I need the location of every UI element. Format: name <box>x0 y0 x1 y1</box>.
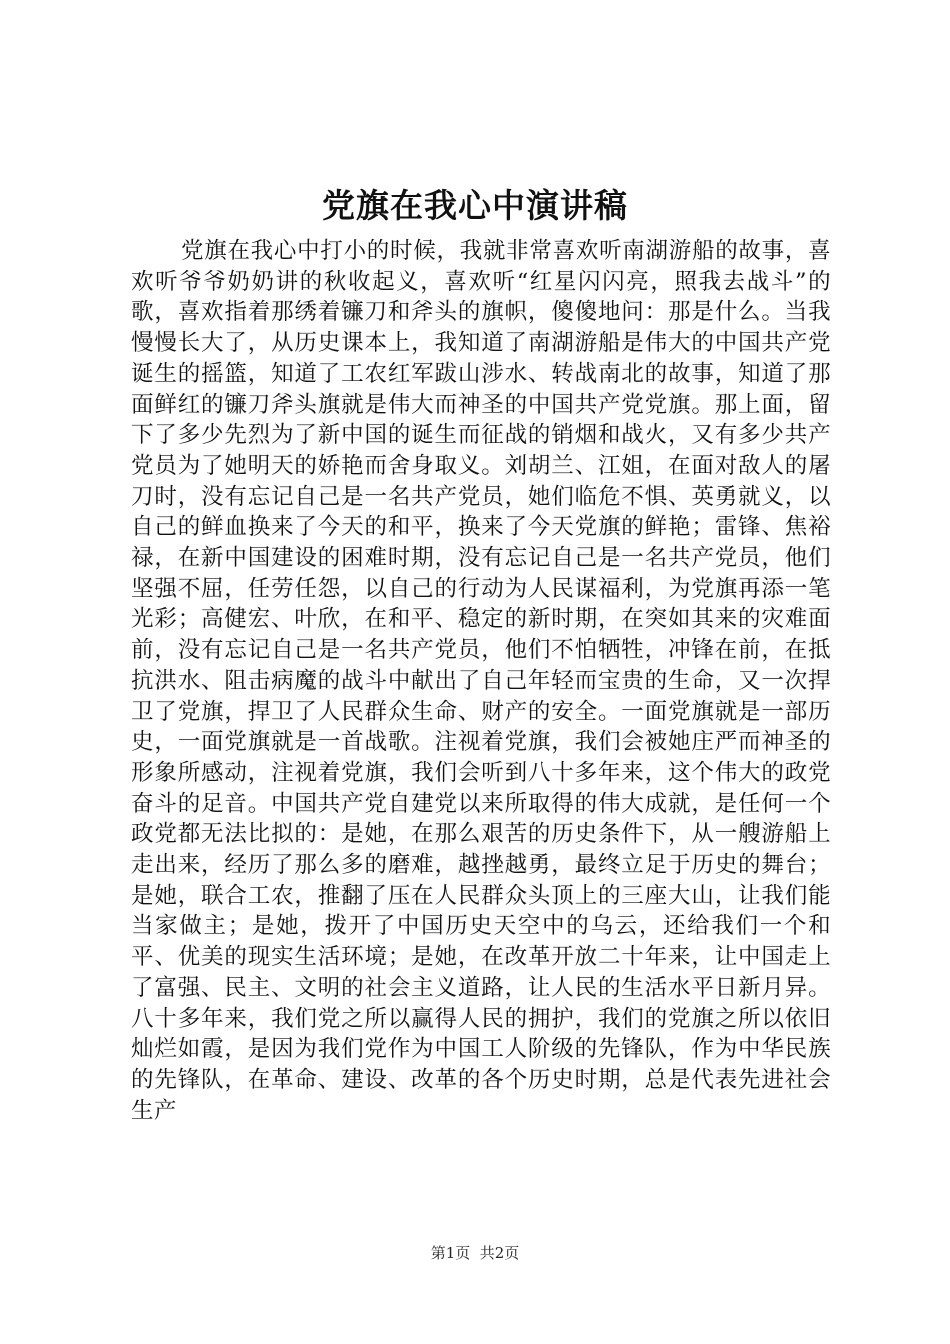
document-body: 党旗在我心中打小的时候，我就非常喜欢听南湖游船的故事，喜欢听爷爷奶奶讲的秋收起义，喜欢听“红星闪闪亮，照我去战斗”的歌，喜欢指着那绣着镰刀和斧头的旗帜，傻傻地问：那是什么。当我慢慢长大了，从历史课本上，我知道了南湖游船是伟大的中国共产党诞生的摇篮，知道了工农红军跋山涉水、转战南北的故事，知道了那面鲜红的镰刀斧头旗就是伟大而神圣的中国共产党党旗。那上面，留下了多少先烈为了新中国的诞生而征战的销烟和战火，又有多少共产党员为了她明天的娇艳而舍身取义。刘胡兰、江姐，在面对敌人的屠刀时，没有忘记自己是一名共产党员，她们临危不惧、英勇就义，以自己的鲜血换来了今天的和平，换来了今天党旗的鲜艳；雷锋、焦裕禄，在新中国建设的困难时期，没有忘记自己是一名共产党员，他们坚强不屈，任劳任怨，以自己的行动为人民谋福利，为党旗再添一笔光彩；高健宏、叶欣，在和平、稳定的新时期，在突如其来的灾难面前，没有忘记自己是一名共产党员，他们不怕牺牲，冲锋在前，在抵抗洪水、阻击病魔的战斗中献出了自己年轻而宝贵的生命，又一次捍卫了党旗，捍卫了人民群众生命、财产的安全。一面党旗就是一部历史，一面党旗就是一首战歌。注视着党旗，我们会被她庄严而神圣的形象所感动，注视着党旗，我们会听到八十多年来，这个伟大的政党奋斗的足音。中国共产党自建党以来所取得的伟大成就，是任何一个政党都无法比拟的：是她，在那么艰苦的历史条件下，从一艘游船上走出来，经历了那么多的磨难，越挫越勇，最终立足于历史的舞台；是她，联合工农，推翻了压在人民群众头顶上的三座大山，让我们能当家做主；是她，拨开了中国历史天空中的乌云，还给我们一个和平、优美的现实生活环境；是她，在改革开放二十年来，让中国走上了富强、民主、文明的社会主义道路，让人民的生活水平日新月异。八十多年来，我们党之所以赢得人民的拥护，我们的党旗之所以依旧灿烂如霞，是因为我们党作为中国工人阶级的先锋队，作为中华民族的先锋队，在革命、建设、改革的各个历史时期，总是代表先进社会生产 <box>131 238 831 1124</box>
page-number: 第1页 共2页 <box>430 1244 520 1262</box>
page-footer <box>0 1243 950 1263</box>
document-title: 党旗在我心中演讲稿 <box>322 186 628 225</box>
